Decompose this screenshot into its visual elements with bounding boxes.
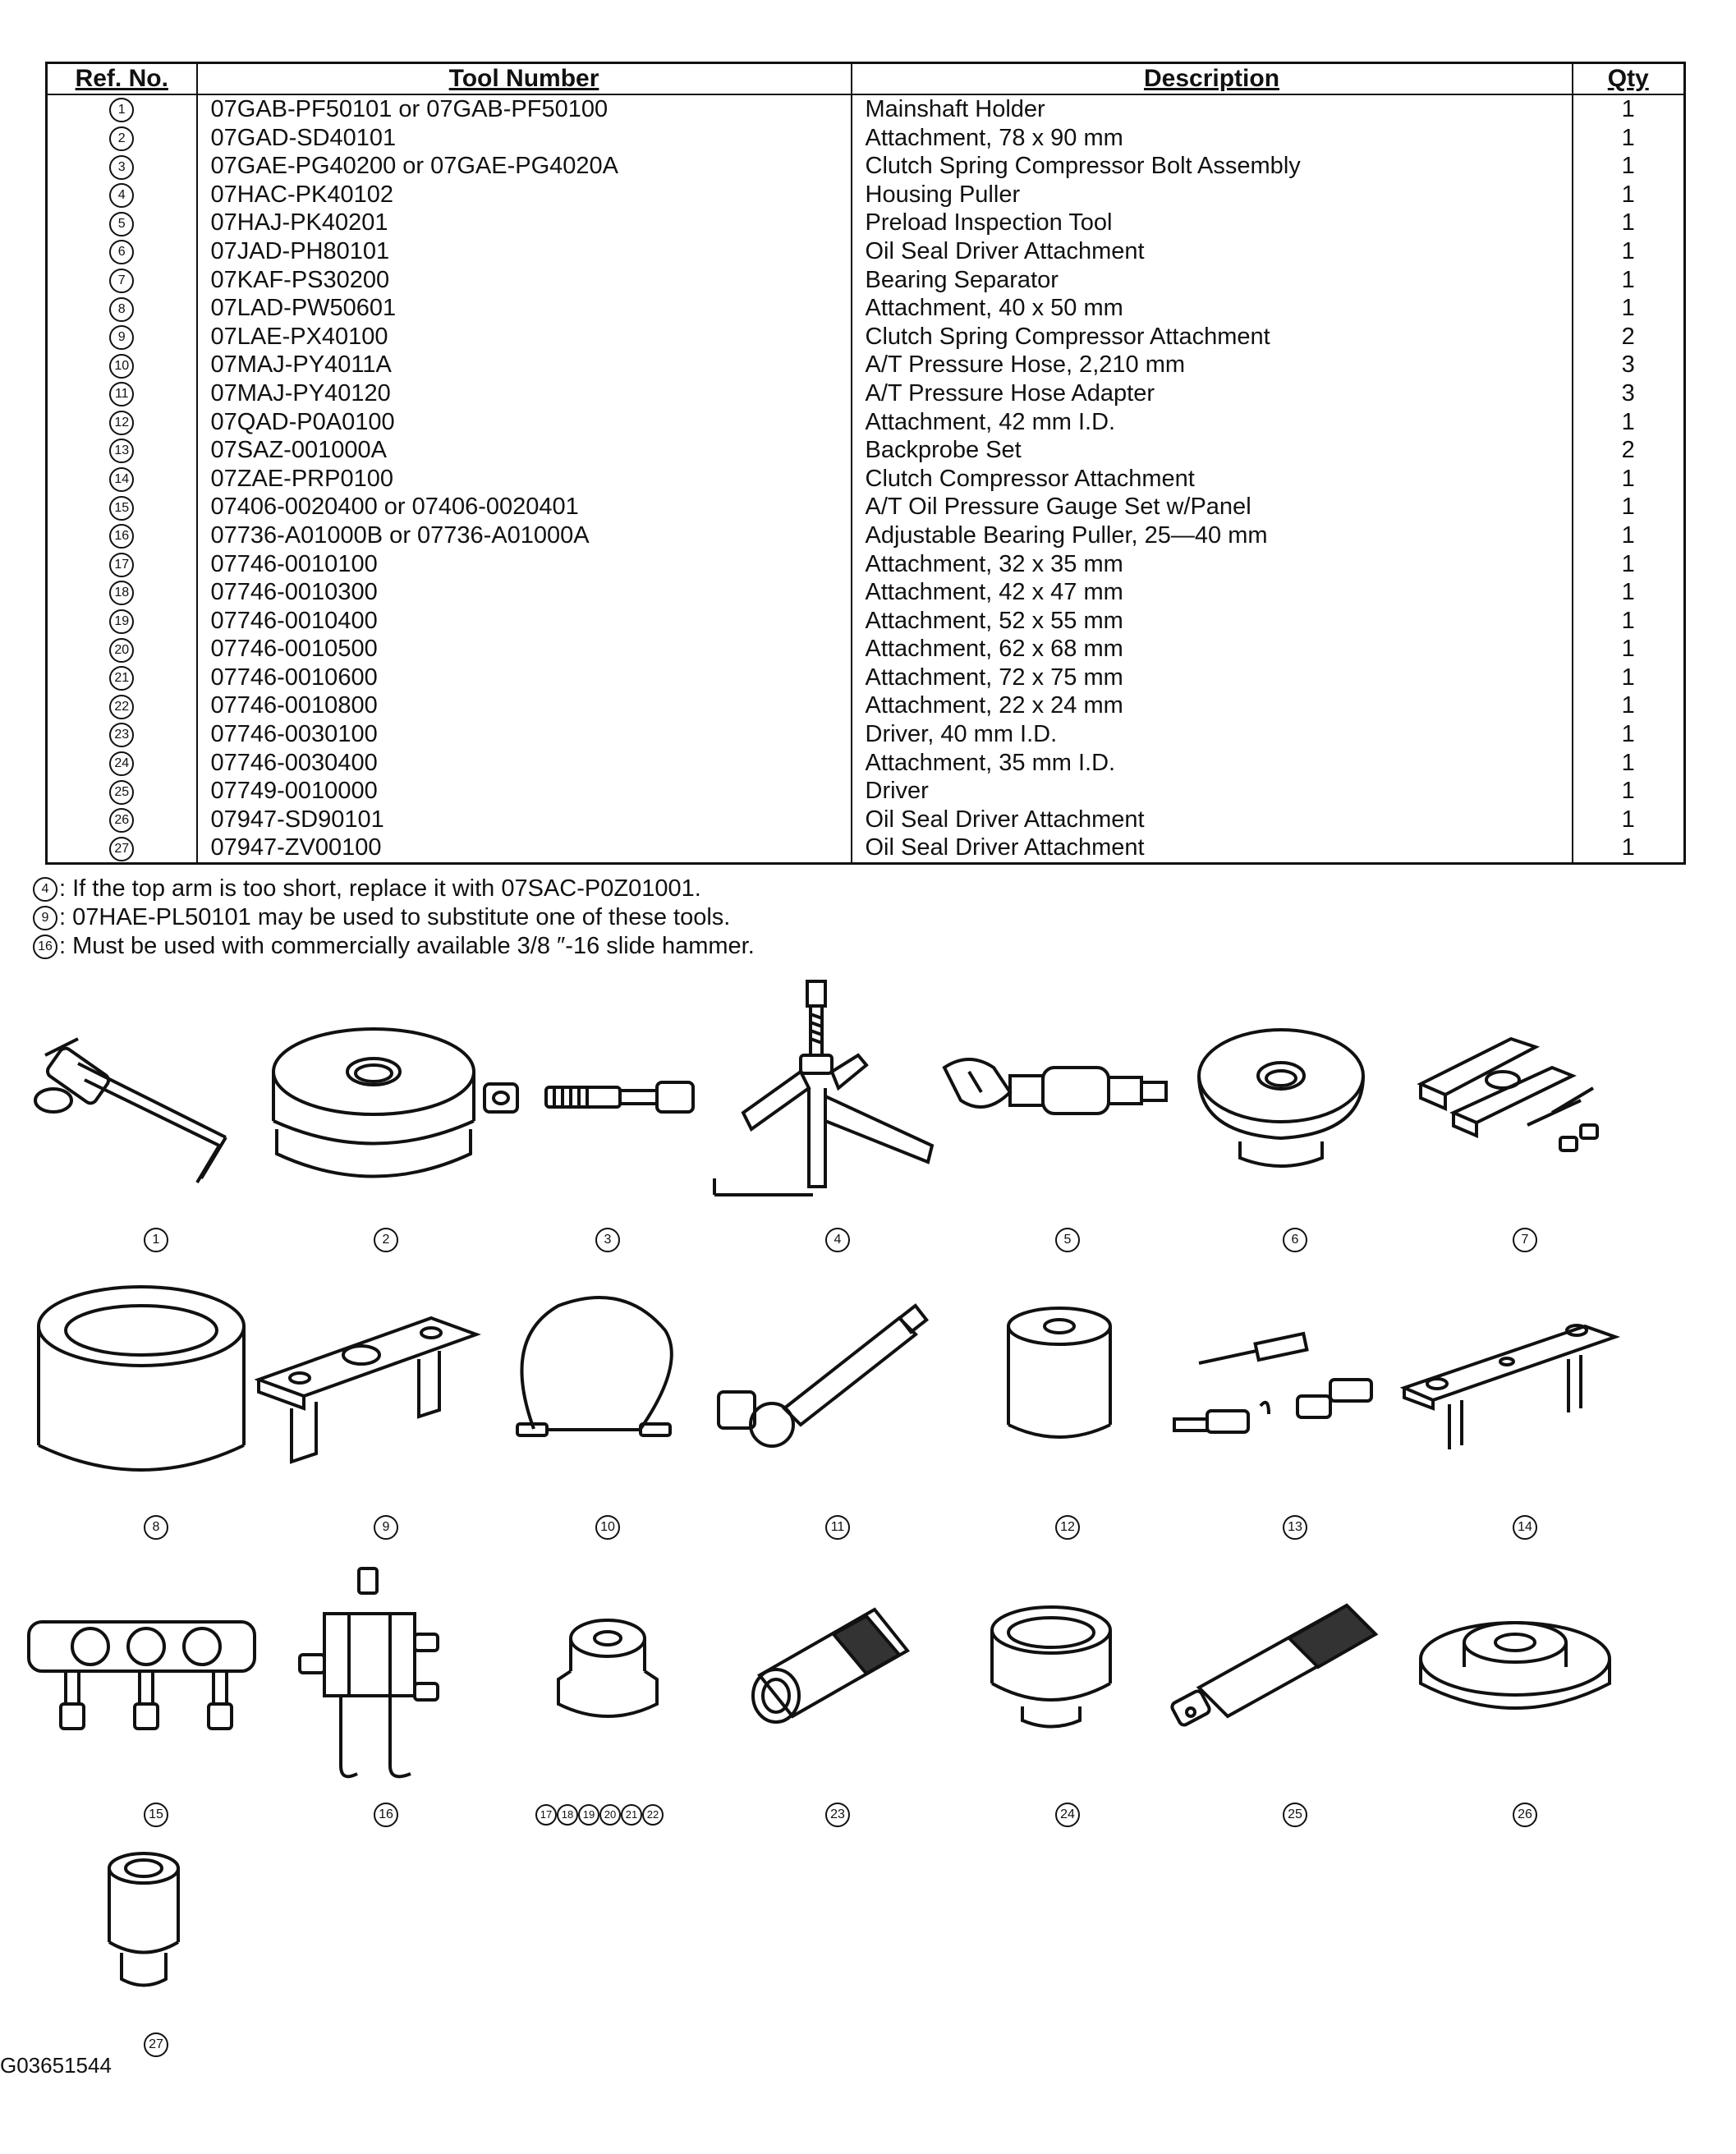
qty-cell: 3 (1573, 351, 1685, 379)
ref-no-cell (47, 777, 197, 806)
oil-seal-driver-attachment-illustration (1191, 1018, 1371, 1174)
ref-circle: 9 (109, 325, 134, 350)
figure-label: 3 (595, 1228, 620, 1252)
table-row (47, 635, 1685, 664)
table-row (47, 749, 1685, 778)
attachment-40x50-illustration (33, 1281, 250, 1490)
ref-circle: 13 (109, 439, 134, 463)
driver-illustration (1166, 1589, 1388, 1737)
special-tools-table (45, 62, 1683, 865)
tool-number-cell: 07HAJ-PK40201 (197, 209, 852, 237)
attachment-78x90-illustration (259, 1022, 489, 1195)
description-cell: Attachment, 78 x 90 mm (852, 124, 1573, 153)
description-cell: Attachment, 35 mm I.D. (852, 749, 1573, 778)
description-cell: A/T Oil Pressure Gauge Set w/Panel (852, 493, 1573, 521)
tool-number-cell: 07ZAE-PRP0100 (197, 465, 852, 494)
oil-seal-driver-attachment-26-illustration (1412, 1610, 1618, 1733)
table-row (47, 181, 1685, 209)
ref-no-cell (47, 578, 197, 607)
qty-cell: 1 (1573, 94, 1685, 124)
table-row (47, 94, 1685, 124)
description-cell: Oil Seal Driver Attachment (852, 806, 1573, 834)
ref-circle: 4 (109, 183, 134, 208)
description-cell: Oil Seal Driver Attachment (852, 834, 1573, 863)
preload-inspection-tool-illustration (936, 1043, 1174, 1150)
tool-number-cell: 07KAF-PS30200 (197, 266, 852, 295)
qty-cell: 1 (1573, 209, 1685, 237)
figure-label: 16 (374, 1803, 398, 1827)
at-pressure-hose-adapter-illustration (710, 1302, 940, 1458)
ref-no-cell (47, 691, 197, 720)
description-cell: Attachment, 52 x 55 mm (852, 607, 1573, 636)
qty-cell: 1 (1573, 607, 1685, 636)
table-row (47, 521, 1685, 550)
figure-label: 19 (578, 1804, 599, 1826)
qty-cell: 1 (1573, 266, 1685, 295)
tool-number-cell: 07SAZ-001000A (197, 436, 852, 465)
ref-circle: 3 (109, 155, 134, 180)
tool-number-cell: 07947-SD90101 (197, 806, 852, 834)
tool-number-cell: 07947-ZV00100 (197, 834, 852, 863)
figure-label: 17 (535, 1804, 557, 1826)
clutch-spring-compressor-bolt-illustration (476, 1059, 706, 1133)
table-row (47, 664, 1685, 692)
figure-label: 22 (642, 1804, 664, 1826)
table-row (47, 465, 1685, 494)
ref-circle: 25 (109, 780, 134, 805)
ref-no-cell (47, 124, 197, 153)
ref-circle: 24 (109, 751, 134, 776)
backprobe-set-illustration (1166, 1314, 1396, 1445)
figure-label: 8 (144, 1515, 168, 1540)
ref-circle: 7 (109, 269, 134, 293)
table-row (47, 323, 1685, 351)
adjustable-bearing-puller-illustration (292, 1564, 448, 1786)
description-cell: Bearing Separator (852, 266, 1573, 295)
footnote-text: : 07HAE-PL50101 may be used to substitute one of these tools. (59, 904, 731, 930)
ref-no-cell (47, 834, 197, 863)
ref-no-cell (47, 181, 197, 209)
ref-no-cell (47, 493, 197, 521)
table-row (47, 124, 1685, 153)
qty-cell: 1 (1573, 635, 1685, 664)
footnote (33, 932, 755, 961)
qty-cell: 3 (1573, 379, 1685, 408)
attachment-35mm-id-illustration (985, 1601, 1117, 1733)
description-cell: Housing Puller (852, 181, 1573, 209)
description-cell: Adjustable Bearing Puller, 25—40 mm (852, 521, 1573, 550)
ref-circle: 6 (109, 240, 134, 264)
description-cell: Driver, 40 mm I.D. (852, 720, 1573, 749)
ref-circle: 22 (109, 695, 134, 719)
qty-cell: 1 (1573, 294, 1685, 323)
ref-no-cell (47, 294, 197, 323)
bearing-separator-illustration (1412, 1022, 1626, 1178)
qty-cell: 1 (1573, 237, 1685, 266)
ref-no-cell (47, 521, 197, 550)
tool-number-cell: 07MAJ-PY4011A (197, 351, 852, 379)
figure-id: G03651544 (0, 2053, 112, 2078)
oil-seal-driver-attachment-27-illustration (99, 1848, 189, 1996)
qty-cell: 1 (1573, 124, 1685, 153)
table-row (47, 550, 1685, 579)
housing-puller-illustration (710, 973, 957, 1211)
figure-label: 15 (144, 1803, 168, 1827)
ref-no-cell (47, 152, 197, 181)
table-row (47, 152, 1685, 181)
ref-circle: 5 (109, 212, 134, 237)
qty-cell: 1 (1573, 834, 1685, 863)
figure-label: 27 (144, 2032, 168, 2057)
tool-number-cell: 07JAD-PH80101 (197, 237, 852, 266)
qty-cell: 2 (1573, 323, 1685, 351)
ref-no-cell (47, 607, 197, 636)
clutch-spring-compressor-attachment-illustration (255, 1302, 485, 1466)
tool-number-cell: 07746-0010100 (197, 550, 852, 579)
tool-number-cell: 07746-0030100 (197, 720, 852, 749)
qty-cell: 1 (1573, 465, 1685, 494)
ref-circle: 1 (109, 98, 134, 122)
tool-number-cell: 07GAB-PF50101 or 07GAB-PF50100 (197, 94, 852, 124)
table-row (47, 607, 1685, 636)
ref-circle: 16 (33, 935, 57, 959)
tool-number-cell: 07LAD-PW50601 (197, 294, 852, 323)
ref-no-cell (47, 237, 197, 266)
figure-label: 21 (621, 1804, 642, 1826)
header-ref-no: Ref. No. (47, 63, 197, 95)
figure-label: 11 (825, 1515, 850, 1540)
tool-number-cell: 07746-0010600 (197, 664, 852, 692)
ref-circle: 16 (109, 524, 134, 549)
clutch-compressor-attachment-illustration (1400, 1306, 1622, 1454)
qty-cell: 1 (1573, 749, 1685, 778)
ref-no-cell (47, 209, 197, 237)
ref-no-cell (47, 351, 197, 379)
tool-number-cell: 07746-0010300 (197, 578, 852, 607)
ref-circle: 11 (109, 382, 134, 406)
qty-cell: 1 (1573, 152, 1685, 181)
ref-no-cell (47, 806, 197, 834)
tool-number-cell: 07QAD-P0A0100 (197, 408, 852, 437)
tool-number-cell: 07746-0010400 (197, 607, 852, 636)
description-cell: Clutch Spring Compressor Attachment (852, 323, 1573, 351)
qty-cell: 1 (1573, 806, 1685, 834)
tool-number-cell: 07GAE-PG40200 or 07GAE-PG4020A (197, 152, 852, 181)
description-cell: Driver (852, 777, 1573, 806)
table-row (47, 578, 1685, 607)
table-row (47, 436, 1685, 465)
qty-cell: 1 (1573, 777, 1685, 806)
table-row (47, 351, 1685, 379)
description-cell: Oil Seal Driver Attachment (852, 237, 1573, 266)
table-row (47, 266, 1685, 295)
figure-label: 14 (1513, 1515, 1537, 1540)
description-cell: Backprobe Set (852, 436, 1573, 465)
qty-cell: 1 (1573, 578, 1685, 607)
attachment-42mm-id-illustration (998, 1302, 1121, 1454)
footnote (33, 875, 755, 903)
header-description: Description (852, 63, 1573, 95)
ref-no-cell (47, 465, 197, 494)
figure-label: 23 (825, 1803, 850, 1827)
header-qty: Qty (1573, 63, 1685, 95)
description-cell: A/T Pressure Hose Adapter (852, 379, 1573, 408)
tool-number-cell: 07746-0030400 (197, 749, 852, 778)
description-cell: Attachment, 62 x 68 mm (852, 635, 1573, 664)
ref-no-cell (47, 408, 197, 437)
ref-circle: 18 (109, 581, 134, 605)
ref-circle: 12 (109, 411, 134, 435)
ref-circle: 21 (109, 666, 134, 691)
ref-circle: 14 (109, 467, 134, 492)
qty-cell: 1 (1573, 550, 1685, 579)
ref-circle: 23 (109, 723, 134, 747)
description-cell: Attachment, 42 x 47 mm (852, 578, 1573, 607)
ref-no-cell (47, 94, 197, 124)
table-row (47, 294, 1685, 323)
tool-number-cell: 07GAD-SD40101 (197, 124, 852, 153)
figure-label: 2 (374, 1228, 398, 1252)
table-row (47, 209, 1685, 237)
footnote (33, 903, 755, 932)
ref-circle: 15 (109, 496, 134, 521)
ref-circle: 8 (109, 297, 134, 322)
figure-label: 6 (1283, 1228, 1307, 1252)
qty-cell: 1 (1573, 408, 1685, 437)
figure-label: 24 (1055, 1803, 1080, 1827)
tool-number-cell: 07746-0010800 (197, 691, 852, 720)
figure-label: 1 (144, 1228, 168, 1252)
figure-label: 25 (1283, 1803, 1307, 1827)
table-header-row (47, 63, 1685, 95)
table-row (47, 834, 1685, 863)
tools-table (45, 62, 1686, 865)
description-cell: Mainshaft Holder (852, 94, 1573, 124)
figure-label: 20 (599, 1804, 621, 1826)
ref-circle: 26 (109, 808, 134, 833)
figure-label: 10 (595, 1515, 620, 1540)
header-tool-number: Tool Number (197, 63, 852, 95)
ref-no-cell (47, 635, 197, 664)
ref-no-cell (47, 749, 197, 778)
figure-label: 12 (1055, 1515, 1080, 1540)
ref-circle: 9 (33, 906, 57, 930)
ref-circle: 20 (109, 638, 134, 663)
qty-cell: 2 (1573, 436, 1685, 465)
tool-number-cell: 07HAC-PK40102 (197, 181, 852, 209)
description-cell: Clutch Compressor Attachment (852, 465, 1573, 494)
ref-circle: 2 (109, 126, 134, 151)
ref-no-cell (47, 436, 197, 465)
description-cell: Attachment, 32 x 35 mm (852, 550, 1573, 579)
table-row (47, 777, 1685, 806)
figure-label: 26 (1513, 1803, 1537, 1827)
figure-label: 13 (1283, 1515, 1307, 1540)
figure-label: 18 (557, 1804, 578, 1826)
oil-pressure-gauge-set-illustration (25, 1610, 263, 1749)
ref-circle: 10 (109, 354, 134, 379)
table-row (47, 806, 1685, 834)
ref-circle: 19 (109, 609, 134, 634)
figure-label: 4 (825, 1228, 850, 1252)
qty-cell: 1 (1573, 720, 1685, 749)
description-cell: Attachment, 42 mm I.D. (852, 408, 1573, 437)
ref-no-cell (47, 664, 197, 692)
ref-no-cell (47, 379, 197, 408)
ref-circle: 17 (109, 553, 134, 577)
ref-no-cell (47, 266, 197, 295)
qty-cell: 1 (1573, 521, 1685, 550)
footnote-text: : If the top arm is too short, replace it with 07SAC-P0Z01001. (59, 875, 701, 902)
driver-40mm-illustration (735, 1593, 924, 1733)
tool-number-cell: 07LAE-PX40100 (197, 323, 852, 351)
qty-cell: 1 (1573, 493, 1685, 521)
figure-label: 7 (1513, 1228, 1537, 1252)
table-row (47, 237, 1685, 266)
attachment-set-illustration (550, 1614, 665, 1729)
figure-label: 9 (374, 1515, 398, 1540)
description-cell: Clutch Spring Compressor Bolt Assembly (852, 152, 1573, 181)
ref-circle: 4 (33, 877, 57, 902)
qty-cell: 1 (1573, 691, 1685, 720)
footnotes (33, 875, 755, 961)
description-cell: Attachment, 22 x 24 mm (852, 691, 1573, 720)
table-row (47, 408, 1685, 437)
tool-number-cell: 07749-0010000 (197, 777, 852, 806)
description-cell: A/T Pressure Hose, 2,210 mm (852, 351, 1573, 379)
figure-label: 5 (1055, 1228, 1080, 1252)
tool-number-cell: 07746-0010500 (197, 635, 852, 664)
description-cell: Attachment, 40 x 50 mm (852, 294, 1573, 323)
tool-number-cell: 07406-0020400 or 07406-0020401 (197, 493, 852, 521)
tool-number-cell: 07736-A01000B or 07736-A01000A (197, 521, 852, 550)
tool-number-cell: 07MAJ-PY40120 (197, 379, 852, 408)
table-row (47, 720, 1685, 749)
table-row (47, 379, 1685, 408)
table-row (47, 493, 1685, 521)
qty-cell: 1 (1573, 664, 1685, 692)
ref-circle: 27 (109, 837, 134, 861)
ref-no-cell (47, 720, 197, 749)
footnote-text: : Must be used with commercially available 3/8 ″-16 slide hammer. (59, 933, 755, 959)
table-row (47, 691, 1685, 720)
description-cell: Attachment, 72 x 75 mm (852, 664, 1573, 692)
description-cell: Preload Inspection Tool (852, 209, 1573, 237)
mainshaft-holder-illustration (29, 1022, 250, 1187)
ref-no-cell (47, 550, 197, 579)
at-pressure-hose-illustration (509, 1289, 690, 1454)
qty-cell: 1 (1573, 181, 1685, 209)
ref-no-cell (47, 323, 197, 351)
